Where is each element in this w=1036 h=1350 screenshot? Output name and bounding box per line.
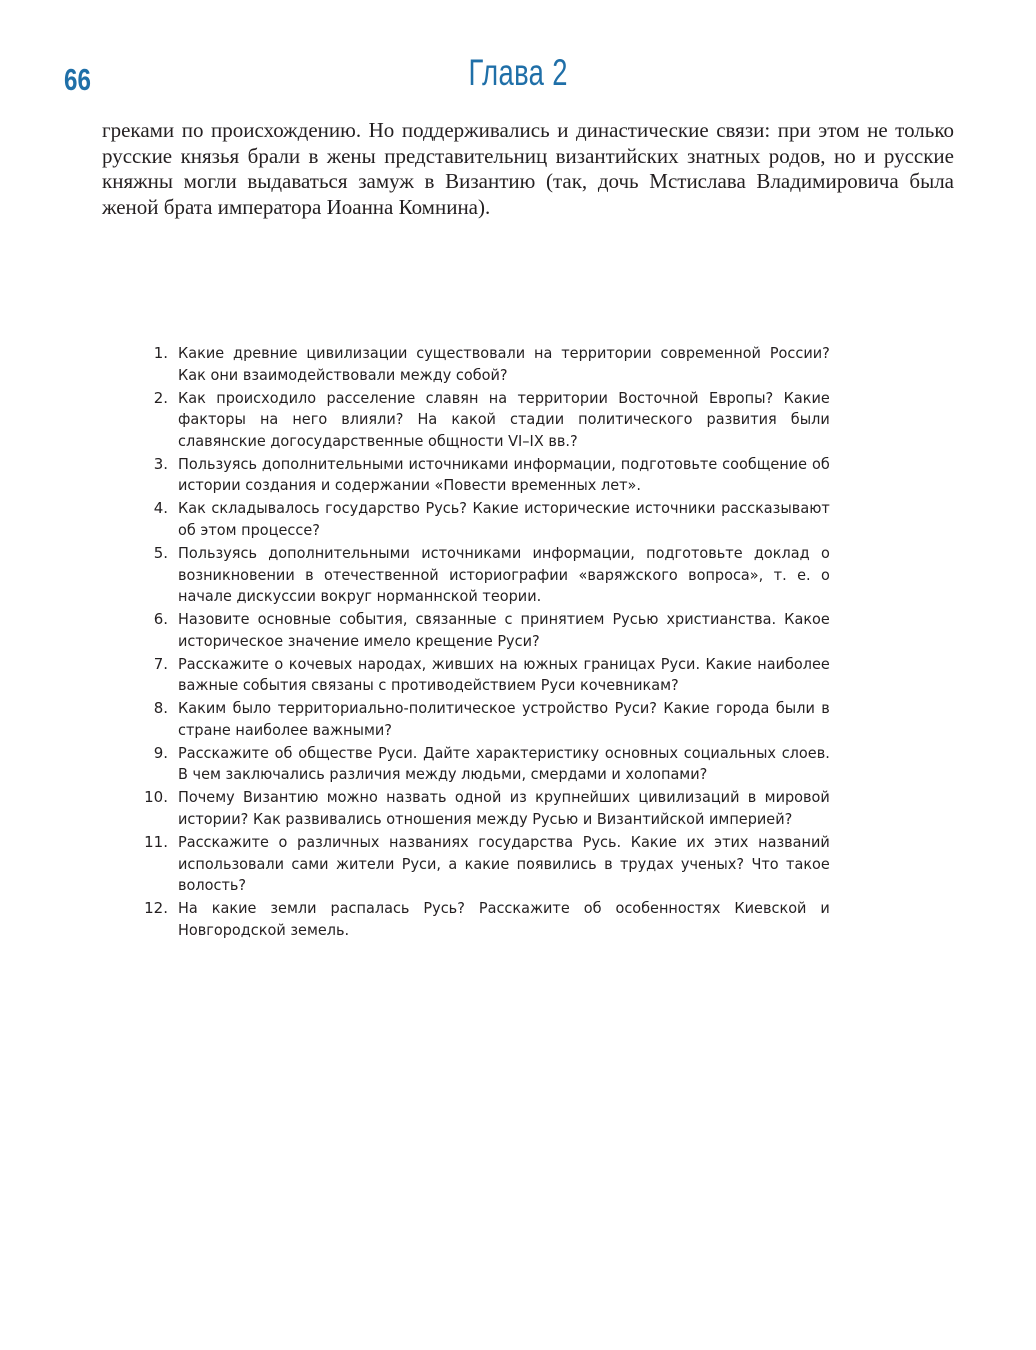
question-number: 4. (153, 499, 168, 518)
question-text: Пользуясь дополнительными источниками информации, подготовьте доклад о возникновении в отечественной историографии «варяжского вопроса», т. е. о начале дискуссии вокруг норманнской теории. (178, 543, 830, 606)
chapter-title-text: Глава 2 (468, 52, 568, 93)
questions-list (140, 343, 830, 943)
body-paragraph: греками по происхождению. Но поддерживались и династические связи: при этом не только русские князья брали в жены представительниц византийских знатных родов, но и русские княжны могли выдаваться замуж в Византию (так, дочь Мстислава Владимировича была женой брата императора Иоанна Комнина). (102, 118, 954, 219)
question-item (140, 498, 830, 541)
question-number: 7. (153, 654, 168, 673)
chapter-title (0, 52, 1036, 94)
question-item (140, 454, 830, 497)
question-item (140, 743, 830, 786)
question-number: 1. (153, 344, 168, 362)
question-text: Расскажите о кочевых народах, живших на южных границах Руси. Какие наиболее важные события связаны с противодействием Руси кочевникам? (178, 654, 830, 695)
question-number: 6. (153, 610, 168, 629)
question-item (140, 388, 830, 453)
question-item (140, 609, 830, 652)
question-text: Почему Византию можно назвать одной из крупнейших цивилизаций в мировой истории? Как развивались отношения между Русью и Византийской империей? (178, 788, 830, 828)
question-text: Расскажите о различных названиях государства Русь. Какие их этих названий использовали сами жители Руси, а какие появились в трудах ученых? Что такое волость? (178, 832, 830, 895)
question-item (140, 698, 830, 741)
question-number: 11. (144, 832, 168, 851)
question-text: Пользуясь дополнительными источниками информации, подготовьте сообщение об истории создания и содержании «Повести временных лет». (178, 454, 830, 495)
question-item (140, 787, 830, 830)
question-text: Каким было территориально-политическое устройство Руси? Какие города были в стране наиболее важными? (178, 699, 830, 739)
question-text: Как происходило расселение славян на территории Восточной Европы? Какие факторы на него влияли? На какой стадии политического развития были славянские догосударственные общности VI–IX вв.? (178, 388, 830, 450)
question-item (140, 898, 830, 941)
question-number: 12. (144, 899, 168, 918)
question-number: 3. (153, 454, 168, 473)
question-text: Как складывалось государство Русь? Какие исторические источники рассказывают об этом процессе? (178, 499, 830, 539)
question-item (140, 543, 830, 608)
question-number: 2. (153, 388, 168, 407)
question-item (140, 654, 830, 697)
question-item (140, 343, 830, 386)
question-number: 9. (153, 743, 168, 762)
question-number: 10. (144, 788, 168, 807)
question-item (140, 832, 830, 897)
body-text (102, 118, 954, 220)
question-number: 8. (153, 699, 168, 718)
question-number: 5. (153, 543, 168, 562)
question-text: На какие земли распалась Русь? Расскажите об особенностях Киевской и Новгородской земель. (178, 899, 830, 939)
page-number: 66 (64, 62, 91, 97)
question-text: Расскажите об обществе Руси. Дайте характеристику основных социальных слоев. В чем заключались различия между людьми, смердами и холопами? (178, 743, 830, 784)
question-text: Какие древние цивилизации существовали на территории современной России? Как они взаимодействовали между собой? (178, 344, 830, 384)
question-text: Назовите основные события, связанные с принятием Русью христианства. Какое историческое значение имело крещение Руси? (178, 610, 830, 650)
